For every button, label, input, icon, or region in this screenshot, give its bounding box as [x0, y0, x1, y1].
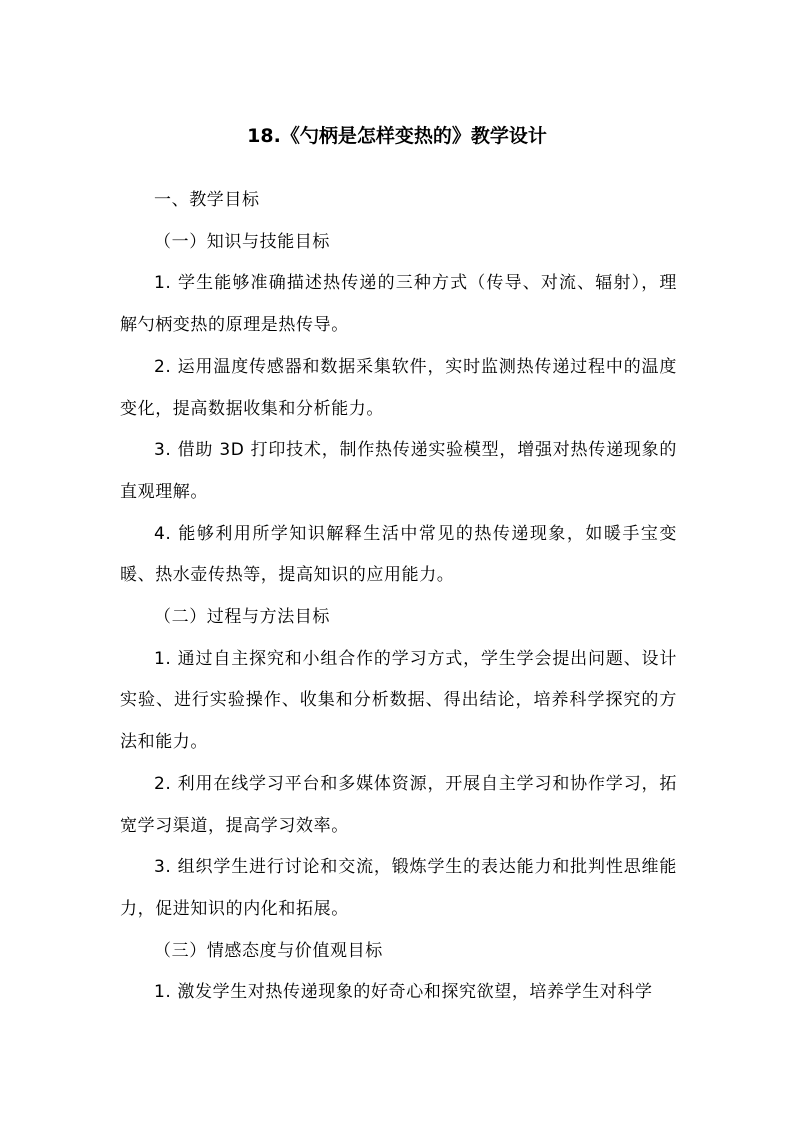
section-heading: 一、教学目标	[154, 190, 260, 210]
document-body	[120, 180, 677, 1014]
paragraph: 1. 学生能够准确描述热传递的三种方式（传导、对流、辐射），理解勺柄变热的原理是热传导。	[120, 273, 677, 336]
paragraph: 4. 能够利用所学知识解释生活中常见的热传递现象，如暖手宝变暖、热水壶传热等，提高知识的应用能力。	[120, 523, 677, 586]
paragraph: 3. 组织学生进行讨论和交流，锻炼学生的表达能力和批判性思维能力，促进知识的内化和拓展。	[120, 857, 677, 919]
subsection-heading: （二）过程与方法目标	[154, 607, 330, 628]
paragraph: 3. 借助 3D 打印技术，制作热传递实验模型，增强对热传递现象的直观理解。	[120, 440, 677, 502]
paragraph: 2. 运用温度传感器和数据采集软件，实时监测热传递过程中的温度变化，提高数据收集和分析能力。	[120, 356, 677, 419]
subsection-heading: （一）知识与技能目标	[154, 231, 330, 252]
paragraph: 1. 通过自主探究和小组合作的学习方式，学生学会提出问题、设计实验、进行实验操作、收集和分析数据、得出结论，培养科学探究的方法和能力。	[120, 648, 677, 753]
document-title: 18.《勺柄是怎样变热的》教学设计	[247, 125, 547, 147]
paragraph: 1. 激发学生对热传递现象的好奇心和探究欲望，培养学生对科学	[154, 982, 653, 1003]
paragraph: 2. 利用在线学习平台和多媒体资源，开展自主学习和协作学习，拓宽学习渠道，提高学习效率。	[120, 773, 677, 836]
subsection-heading: （三）情感态度与价值观目标	[154, 940, 383, 961]
